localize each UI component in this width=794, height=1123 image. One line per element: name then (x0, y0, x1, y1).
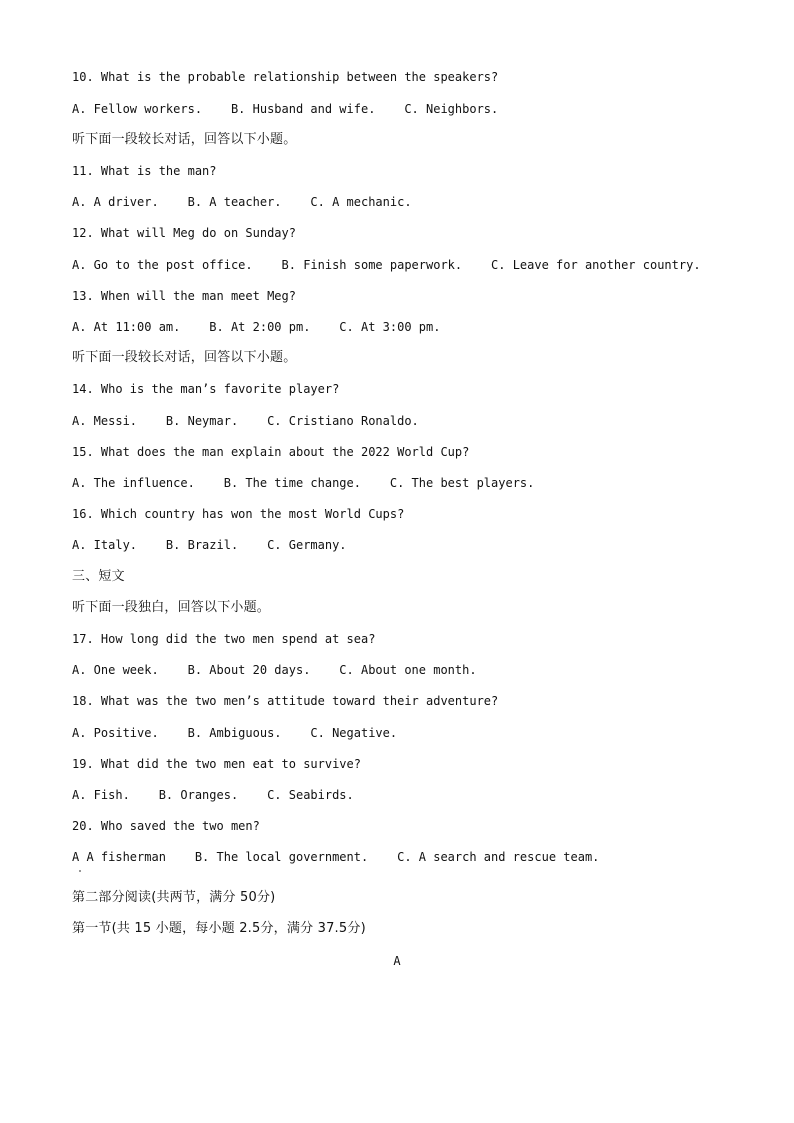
question-12: 12. What will Meg do on Sunday? (72, 226, 296, 240)
section-instruction: 听下面一段独白，回答以下小题。 (72, 600, 271, 615)
options-14: A. Messi. B. Neymar. C. Cristiano Ronaldo. (72, 414, 419, 428)
options-18: A. Positive. B. Ambiguous. C. Negative. (72, 726, 398, 740)
options-13: A. At 11:00 am. B. At 2:00 pm. C. At 3:00 pm. (72, 320, 441, 334)
passage-label: A (393, 954, 401, 968)
part-heading: 第二部分阅读(共两节，满分 50分) (72, 890, 276, 905)
options-11: A. A driver. B. A teacher. C. A mechanic. (72, 195, 412, 209)
options-10: A. Fellow workers. B. Husband and wife. C. Neighbors. (72, 102, 499, 116)
options-19: A. Fish. B. Oranges. C. Seabirds. (72, 788, 354, 802)
question-20: 20. Who saved the two men? (72, 819, 260, 833)
question-19: 19. What did the two men eat to survive? (72, 757, 361, 771)
question-13: 13. When will the man meet Meg? (72, 289, 296, 303)
options-12: A. Go to the post office. B. Finish some paperwork. C. Leave for another country. (72, 258, 701, 272)
scan-speck (79, 870, 81, 872)
section-instruction: 听下面一段较长对话，回答以下小题。 (72, 132, 297, 147)
question-10: 10. What is the probable relationship between the speakers? (72, 70, 499, 84)
question-11: 11. What is the man? (72, 164, 217, 178)
question-16: 16. Which country has won the most World Cups? (72, 507, 405, 521)
section-heading: 三、短文 (72, 569, 125, 584)
section-instruction: 听下面一段较长对话，回答以下小题。 (72, 350, 297, 365)
question-17: 17. How long did the two men spend at sea? (72, 632, 376, 646)
options-15: A. The influence. B. The time change. C. The best players. (72, 476, 535, 490)
options-16: A. Italy. B. Brazil. C. Germany. (72, 538, 347, 552)
options-20: A A fisherman B. The local government. C. A search and rescue team. (72, 850, 600, 864)
question-14: 14. Who is the man’s favorite player? (72, 382, 340, 396)
question-15: 15. What does the man explain about the 2022 World Cup? (72, 445, 470, 459)
subsection-heading: 第一节(共 15 小题，每小题 2.5分，满分 37.5分) (72, 921, 366, 936)
options-17: A. One week. B. About 20 days. C. About one month. (72, 663, 477, 677)
question-18: 18. What was the two men’s attitude toward their adventure? (72, 694, 499, 708)
